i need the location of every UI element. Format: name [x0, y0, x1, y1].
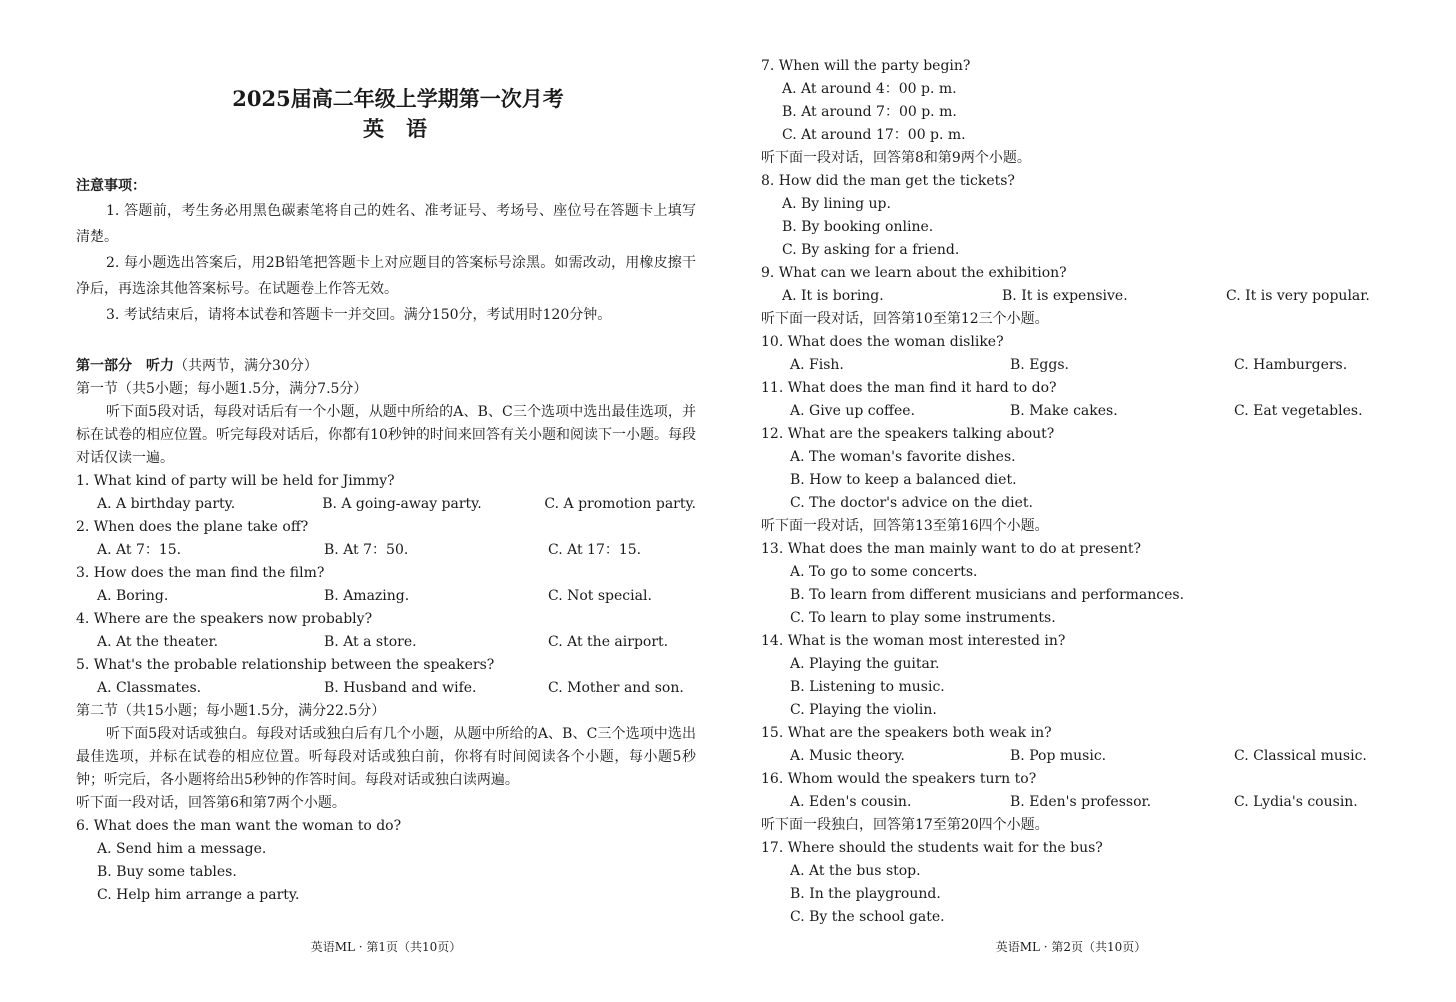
question-options [76, 631, 696, 654]
option-b: B. To learn from different musicians and performances. [790, 587, 1185, 603]
page-footer: 英语ML · 第1页（共10页） [310, 940, 462, 954]
question-stem: 5. What's the probable relationship between the speakers? [76, 657, 495, 673]
question-stem: 11. What does the man find it hard to do? [761, 380, 1057, 396]
option-a: A. The woman's favorite dishes. [790, 449, 1016, 465]
option-c: C. Hamburgers. [1234, 357, 1348, 373]
question-stem: 12. What are the speakers talking about? [761, 426, 1055, 442]
option-a: A. Eden's cousin. [790, 794, 912, 810]
option-b: B. A going-away party. [322, 496, 482, 512]
question-options [761, 285, 1381, 308]
option-a: A. Boring. [97, 588, 169, 604]
question-stem: 17. Where should the students wait for the bus? [761, 840, 1103, 856]
option-a: A. Classmates. [97, 680, 202, 696]
option-a: A. Send him a message. [97, 841, 267, 857]
option-b: B. Pop music. [1010, 748, 1107, 764]
option-b: B. At a store. [324, 634, 417, 650]
part-heading [76, 355, 696, 378]
option-c: C. A promotion party. [544, 496, 696, 512]
option-b: B. It is expensive. [1002, 288, 1128, 304]
option-c: C. At the airport. [548, 634, 669, 650]
option-b: B. Husband and wife. [324, 680, 477, 696]
question-stem: 2. When does the plane take off? [76, 519, 309, 535]
question-options [761, 791, 1381, 814]
option-b: B. Make cakes. [1010, 403, 1118, 419]
option-a: A. It is boring. [782, 288, 884, 304]
section-directions: 听下面5段对话，每段对话后有一个小题，从题中所给的A、B、C三个选项中选出最佳选项，并标在试卷的相应位置。听完每段对话后，你都有10秒钟的时间来回答有关小题和阅读下一小题。每段对话仅读一遍。 [76, 404, 696, 466]
option-a: A. At 7：15. [97, 542, 182, 558]
question-stem: 10. What does the woman dislike? [761, 334, 1004, 350]
option-c: C. It is very popular. [1226, 288, 1370, 304]
question-options [761, 400, 1381, 423]
option-a: A. At the bus stop. [790, 863, 921, 879]
question-options [761, 745, 1381, 768]
option-b: B. Eden's professor. [1010, 794, 1152, 810]
option-c: C. Help him arrange a party. [97, 887, 300, 903]
option-c: C. By the school gate. [790, 909, 945, 925]
option-c: C. Not special. [548, 588, 652, 604]
section-directions: 听下面5段对话或独白。每段对话或独白后有几个小题，从题中所给的A、B、C三个选项中选出最佳选项，并标在试卷的相应位置。听每段对话或独白前，你将有时间阅读各个小题，每小题5秒钟；听完后，各小题将给出5秒钟的作答时间。每段对话或独白读两遍。 [76, 726, 696, 788]
option-c: C. Mother and son. [548, 680, 684, 696]
option-a: A. Give up coffee. [790, 403, 915, 419]
question-options [76, 539, 696, 562]
section-heading: 第一节（共5小题；每小题1.5分，满分7.5分） [76, 381, 368, 397]
question-stem: 3. How does the man find the film? [76, 565, 325, 581]
page-2 [761, 0, 1381, 1002]
question-stem: 1. What kind of party will be held for Jimmy? [76, 473, 395, 489]
part-heading-title: 第一部分 听力 [76, 358, 174, 374]
option-b: B. At 7：50. [324, 542, 409, 558]
question-stem: 8. How did the man get the tickets? [761, 173, 1015, 189]
listening-part [76, 355, 696, 907]
question-stem: 6. What does the man want the woman to do? [76, 818, 402, 834]
instructions [76, 174, 696, 328]
option-c: C. At 17：15. [548, 542, 642, 558]
option-c: C. Classical music. [1234, 748, 1367, 764]
option-b: B. By booking online. [782, 219, 934, 235]
instruction-item: 1. 答题前，考生务必用黑色碳素笔将自己的姓名、准考证号、考场号、座位号在答题卡上填写清楚。 [76, 203, 696, 245]
question-stem: 9. What can we learn about the exhibition? [761, 265, 1067, 281]
exam-title: 2025届高二年级上学期第一次月考 [232, 86, 564, 111]
question-stem: 15. What are the speakers both weak in? [761, 725, 1052, 741]
listening-instruction: 听下面一段对话，回答第8和第9两个小题。 [761, 150, 1031, 166]
listening-instruction: 听下面一段对话，回答第6和第7两个小题。 [76, 795, 346, 811]
question-stem: 14. What is the woman most interested in? [761, 633, 1066, 649]
option-b: B. At around 7：00 p. m. [782, 104, 957, 120]
option-c: C. By asking for a friend. [782, 242, 960, 258]
page-footer: 英语ML · 第2页（共10页） [995, 940, 1147, 954]
option-c: C. Playing the violin. [790, 702, 937, 718]
question-options [76, 585, 696, 608]
option-b: B. How to keep a balanced diet. [790, 472, 1017, 488]
option-c: C. Eat vegetables. [1234, 403, 1363, 419]
listening-continued [761, 55, 1381, 929]
question-options [76, 677, 696, 700]
option-a: A. At the theater. [97, 634, 219, 650]
question-options [76, 493, 696, 516]
option-a: A. Music theory. [790, 748, 905, 764]
option-c: C. The doctor's advice on the diet. [790, 495, 1034, 511]
option-a: A. By lining up. [782, 196, 891, 212]
option-b: B. In the playground. [790, 886, 941, 902]
listening-instruction: 听下面一段独白，回答第17至第20四个小题。 [761, 817, 1049, 833]
option-c: C. To learn to play some instruments. [790, 610, 1056, 626]
question-options [761, 354, 1381, 377]
instructions-heading: 注意事项： [76, 178, 146, 194]
exam-header [76, 84, 696, 144]
listening-instruction: 听下面一段对话，回答第13至第16四个小题。 [761, 518, 1049, 534]
option-a: A. Playing the guitar. [790, 656, 940, 672]
option-a: A. To go to some concerts. [790, 564, 978, 580]
instruction-item: 2. 每小题选出答案后，用2B铅笔把答题卡上对应题目的答案标号涂黑。如需改动，用橡皮擦干净后，再选涂其他答案标号。在试题卷上作答无效。 [76, 255, 696, 297]
part-heading-score: （共两节，满分30分） [174, 358, 318, 374]
option-a: A. Fish. [790, 357, 844, 373]
option-b: B. Eggs. [1010, 357, 1069, 373]
question-stem: 13. What does the man mainly want to do at present? [761, 541, 1142, 557]
option-a: A. A birthday party. [97, 496, 236, 512]
option-b: B. Amazing. [324, 588, 410, 604]
option-b: B. Buy some tables. [97, 864, 237, 880]
question-stem: 7. When will the party begin? [761, 58, 971, 74]
listening-instruction: 听下面一段对话，回答第10至第12三个小题。 [761, 311, 1049, 327]
question-stem: 4. Where are the speakers now probably? [76, 611, 373, 627]
section-heading: 第二节（共15小题；每小题1.5分，满分22.5分） [76, 703, 386, 719]
instruction-item: 3. 考试结束后，请将本试卷和答题卡一并交回。满分150分，考试用时120分钟。 [106, 307, 612, 323]
option-c: C. Lydia's cousin. [1234, 794, 1358, 810]
option-a: A. At around 4：00 p. m. [782, 81, 957, 97]
option-b: B. Listening to music. [790, 679, 945, 695]
option-c: C. At around 17：00 p. m. [782, 127, 966, 143]
question-stem: 16. Whom would the speakers turn to? [761, 771, 1037, 787]
subject-title: 英语 [363, 116, 449, 141]
page-1 [76, 0, 696, 1002]
